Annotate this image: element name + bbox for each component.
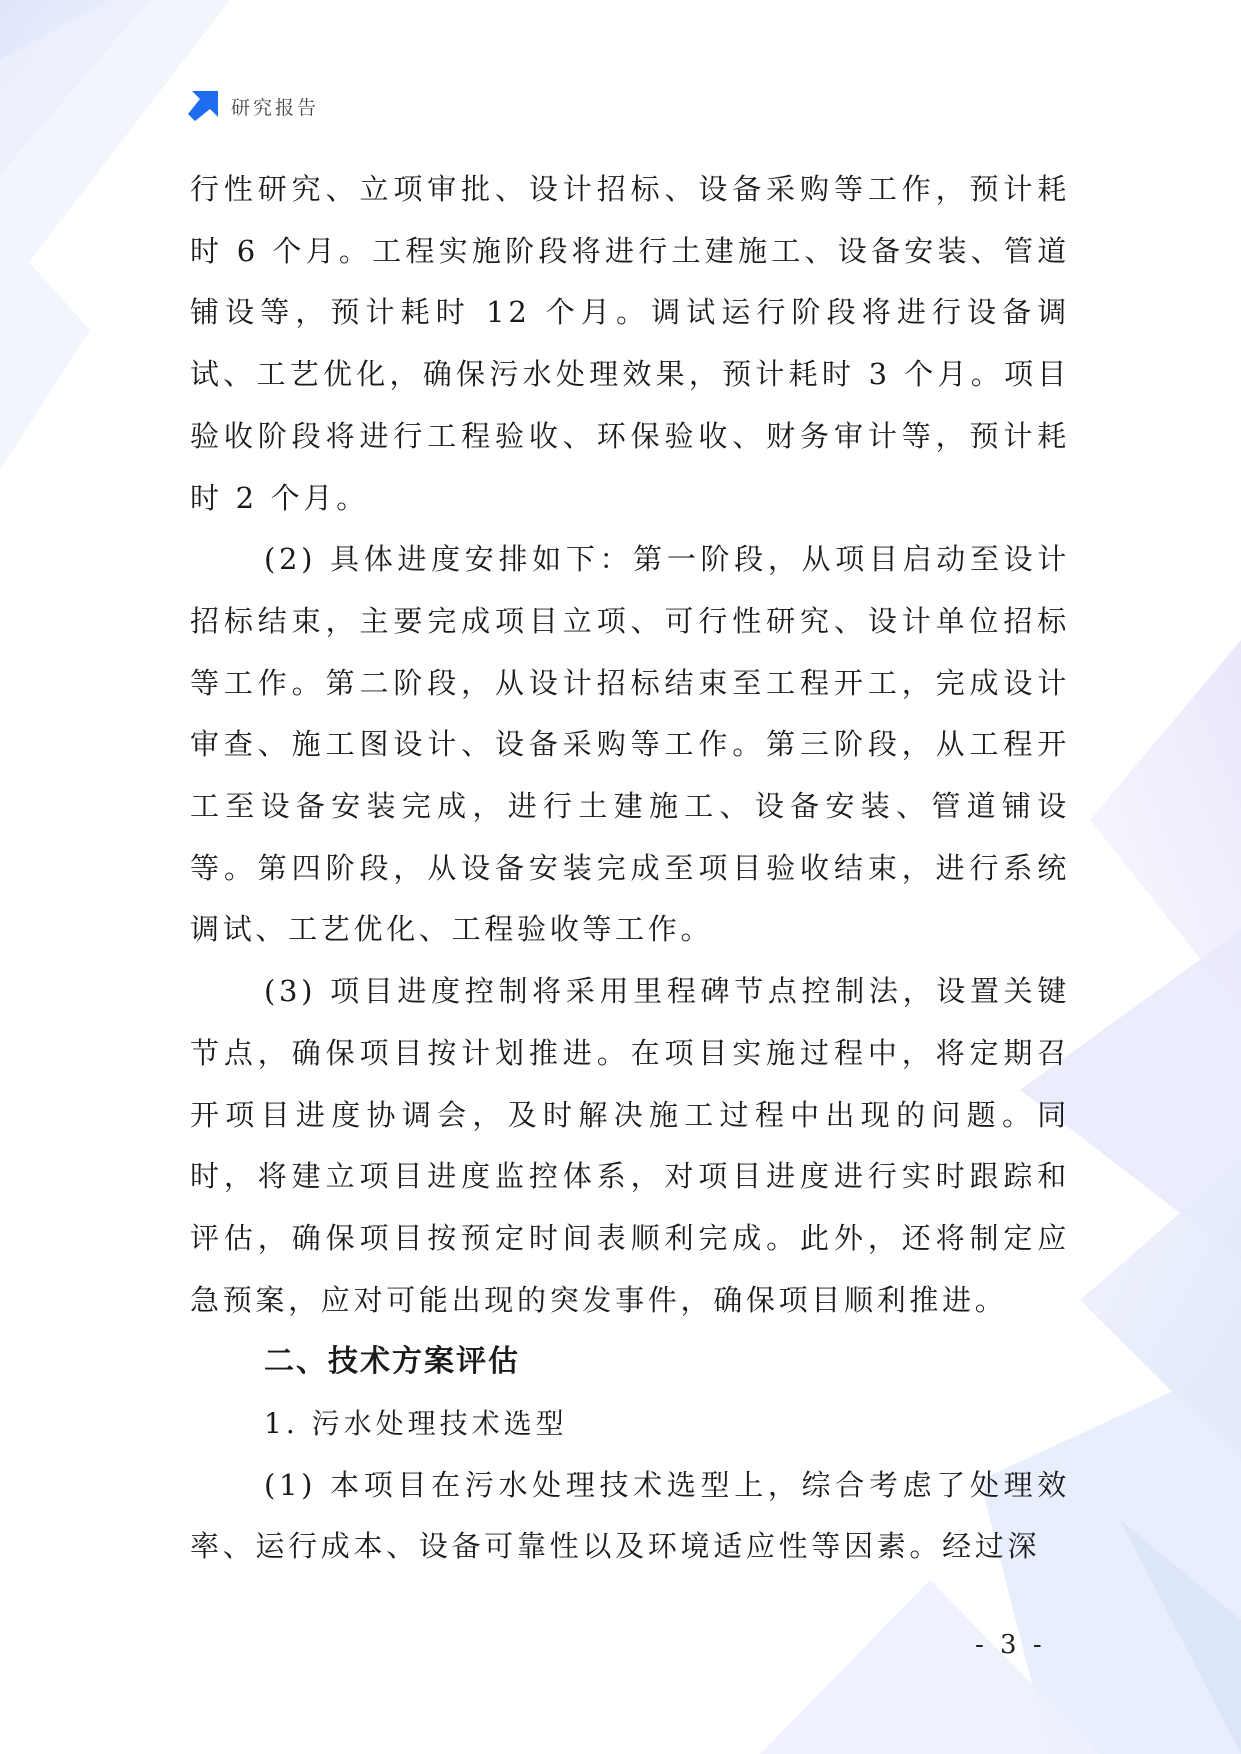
paragraph: 行性研究、立项审批、设计招标、设备采购等工作，预计耗时 6 个月。工程实施阶段将进行土建施工、设备安装、管道铺设等，预计耗时 12 个月。调试运行阶段将进行设备调试、工艺优化，确保污水处理效果，预计耗时 3 个月。项目验收阶段将进行工程验收、环保验收、财务审计等，预计耗时 2 个月。 (190, 172, 1070, 515)
subsection-heading: 1. 污水处理技术选型 (264, 1407, 568, 1441)
arrow-up-right-icon (187, 90, 219, 122)
report-header (187, 90, 319, 122)
header-title: 研究报告 (231, 96, 320, 119)
paragraph: (2) 具体进度安排如下：第一阶段，从项目启动至设计招标结束，主要完成项目立项、可行性研究、设计单位招标等工作。第二阶段，从设计招标结束至工程开工，完成设计审查、施工图设计、设备采购等工作。第三阶段，从工程开工至设备安装完成，进行土建施工、设备安装、管道铺设等。第四阶段，从设备安装完成至项目验收结束，进行系统调试、工艺优化、工程验收等工作。 (190, 542, 1070, 947)
section-heading: 二、技术方案评估 (264, 1344, 520, 1380)
paragraph: (1) 本项目在污水处理技术选型上，综合考虑了处理效率、运行成本、设备可靠性以及环境适应性等因素。经过深 (190, 1467, 1070, 1564)
paragraph: (3) 项目进度控制将采用里程碑节点控制法，设置关键节点，确保项目按计划推进。在项目实施过程中，将定期召开项目进度协调会，及时解决施工过程中出现的问题。同时，将建立项目进度监控体系，对项目进度进行实时跟踪和评估，确保项目按预定时间表顺利完成。此外，还将制定应急预案，应对可能出现的突发事件，确保项目顺利推进。 (190, 974, 1070, 1317)
page-number: - 3 - (975, 1630, 1046, 1660)
document-body (190, 159, 1070, 1578)
